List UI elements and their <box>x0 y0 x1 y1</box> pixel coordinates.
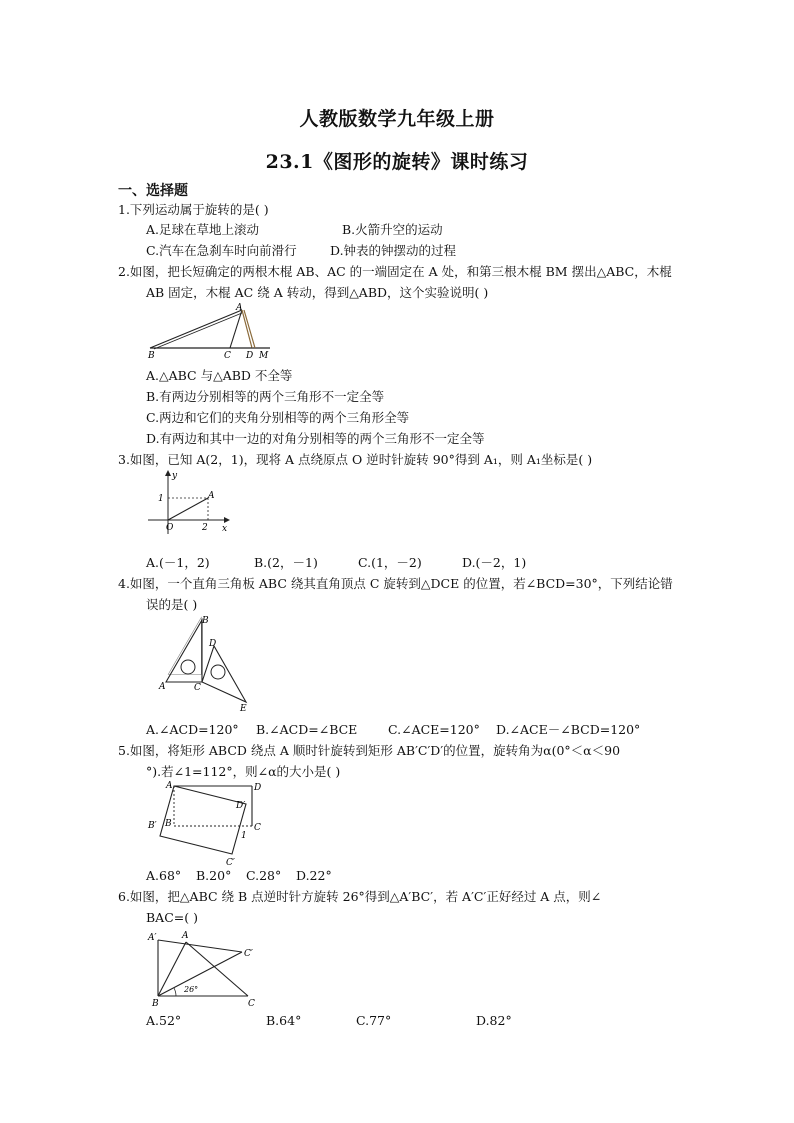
question-1-option-c: C.汽车在急刹车时向前滑行 <box>146 243 297 258</box>
question-2-option-a: A.△ABC 与△ABD 不全等 <box>146 368 293 383</box>
question-5-figure <box>146 778 276 868</box>
q6-label-a-prime: A′ <box>148 933 157 943</box>
q3-label-1: 1 <box>158 494 164 504</box>
q4-label-c: C <box>194 683 201 693</box>
q6-label-a: A <box>182 931 189 941</box>
q4-label-a: A <box>159 682 166 692</box>
q5-label-d-prime: D′ <box>236 801 246 811</box>
q4-label-e: E <box>240 704 247 714</box>
question-4-option-a: A.∠ACD=120° <box>146 722 239 737</box>
question-1-option-a: A.足球在草地上滚动 <box>146 222 260 237</box>
q3-label-a: A <box>208 491 215 501</box>
question-4-text-line-2: 误的是( ) <box>146 597 198 612</box>
question-6-text-line-2: BAC=( ) <box>146 910 198 925</box>
question-2-option-c: C.两边和它们的夹角分别相等的两个三角形全等 <box>146 410 410 425</box>
question-1-option-b: B.火箭升空的运动 <box>342 222 443 237</box>
question-3-text: 3.如图，已知 A(2，1)，现将 A 点绕原点 O 逆时针旋转 90°得到 A₁，则 A₁坐标是( ) <box>118 452 593 467</box>
question-4-option-c: C.∠ACE=120° <box>388 722 480 737</box>
question-6-option-d: D.82° <box>476 1013 512 1028</box>
q4-label-d: D <box>209 639 217 649</box>
section-heading: 一、选择题 <box>118 183 188 199</box>
question-6-option-a: A.52° <box>146 1013 182 1028</box>
question-1-text: 1.下列运动属于旋转的是( ) <box>118 202 269 217</box>
q3-label-o: O <box>166 523 174 533</box>
question-6-option-c: C.77° <box>356 1013 392 1028</box>
q5-label-1: 1 <box>241 831 247 841</box>
q2-label-b: B <box>148 351 155 361</box>
page-subtitle: 23.1《图形的旋转》课时练习 <box>265 151 529 173</box>
question-6-option-b: B.64° <box>266 1013 302 1028</box>
question-3-option-b: B.(2，－1) <box>254 555 318 570</box>
question-5-option-d: D.22° <box>296 868 332 883</box>
question-5-text-line-1: 5.如图，将矩形 ABCD 绕点 A 顺时针旋转到矩形 AB′C′D′的位置，旋转角为α(0°＜α＜90 <box>118 743 621 758</box>
q5-label-b-prime: B′ <box>148 821 157 831</box>
question-3-option-c: C.(1，－2) <box>358 555 422 570</box>
q5-label-c-prime: C′ <box>226 858 235 868</box>
q6-label-b: B <box>152 999 159 1009</box>
q2-label-m: M <box>259 351 269 361</box>
question-2-text-line-2: AB 固定，木棍 AC 绕 A 转动，得到△ABD，这个实验说明( ) <box>146 285 489 300</box>
question-5-option-a: A.68° <box>146 868 182 883</box>
question-4-text-line-1: 4.如图，一个直角三角板 ABC 绕其直角顶点 C 旋转到△DCE 的位置，若∠BCD=30°，下列结论错 <box>118 576 673 591</box>
q6-label-c: C <box>248 999 255 1009</box>
q3-label-2: 2 <box>202 523 208 533</box>
question-1-option-d: D.钟表的钟摆动的过程 <box>330 243 457 258</box>
q5-label-a: A <box>166 781 173 791</box>
q2-label-a: A <box>236 303 243 313</box>
q5-label-c: C <box>254 823 261 833</box>
question-6-figure <box>146 926 276 1010</box>
question-2-option-d: D.有两边和其中一边的对角分别相等的两个三角形不一定全等 <box>146 431 485 446</box>
q3-label-y: y <box>172 471 178 481</box>
question-4-option-b: B.∠ACD=∠BCE <box>256 722 358 737</box>
q5-label-b: B <box>165 819 172 829</box>
q3-label-x: x <box>222 524 228 534</box>
question-5-option-c: C.28° <box>246 868 282 883</box>
q6-label-angle: 26° <box>184 985 199 994</box>
question-3-figure <box>146 468 236 538</box>
question-6-text-line-1: 6.如图，把△ABC 绕 B 点逆时针方旋转 26°得到△A′BC′，若 A′C′正好经过 A 点，则∠ <box>118 889 602 904</box>
question-2-figure <box>146 302 276 360</box>
question-2-option-b: B.有两边分别相等的两个三角形不一定全等 <box>146 389 385 404</box>
q4-label-b: B <box>202 616 209 626</box>
question-5-option-b: B.20° <box>196 868 232 883</box>
question-2-text-line-1: 2.如图，把长短确定的两根木棍 AB、AC 的一端固定在 A 处，和第三根木棍 BM 摆出△ABC，木棍 <box>118 264 672 279</box>
question-5-text-line-2: °).若∠1=112°，则∠α的大小是( ) <box>146 764 341 779</box>
q6-label-c-prime: C′ <box>244 949 253 959</box>
question-3-option-d: D.(－2，1) <box>462 555 527 570</box>
question-3-option-a: A.(－1，2) <box>146 555 210 570</box>
q5-label-d: D <box>254 783 262 793</box>
question-4-figure <box>156 612 256 712</box>
q2-label-d: D <box>246 351 254 361</box>
question-4-option-d: D.∠ACE－∠BCD=120° <box>496 722 641 737</box>
q2-label-c: C <box>224 351 231 361</box>
page-title: 人教版数学九年级上册 <box>299 108 495 130</box>
